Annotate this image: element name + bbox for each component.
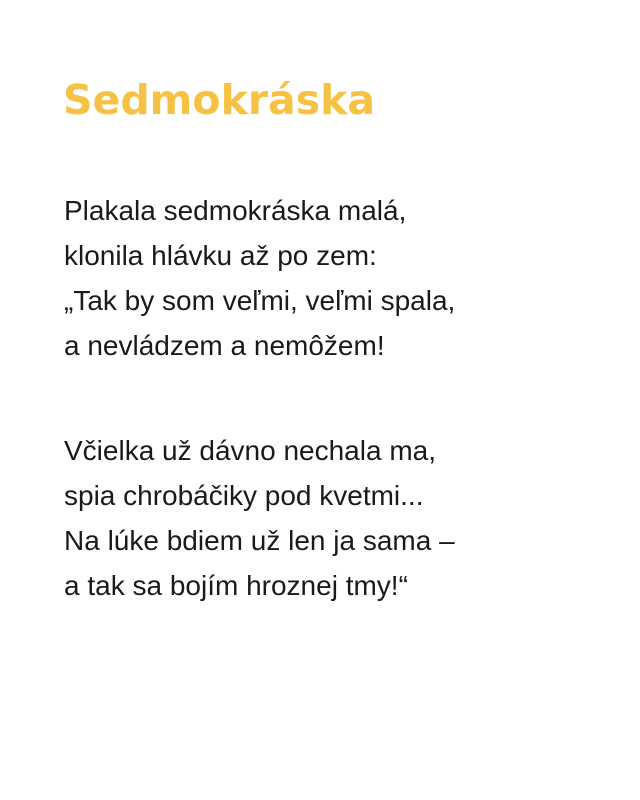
poem-line: Včielka už dávno nechala ma, [64,435,436,466]
poem-line: „Tak by som veľmi, veľmi spala, [64,285,456,316]
poem-line: spia chrobáčiky pod kvetmi... [64,480,424,511]
poem-line: a tak sa bojím hroznej tmy!“ [64,570,408,601]
poem-stanza-1 [64,188,455,368]
poem-line: a nevládzem a nemôžem! [64,330,385,361]
poem-line: klonila hlávku až po zem: [64,240,377,271]
poem-line: Na lúke bdiem už len ja sama – [64,525,455,556]
poem-stanza-2 [64,428,455,608]
poem-title: Sedmokráska [63,76,376,124]
poem-line: Plakala sedmokráska malá, [64,195,407,226]
